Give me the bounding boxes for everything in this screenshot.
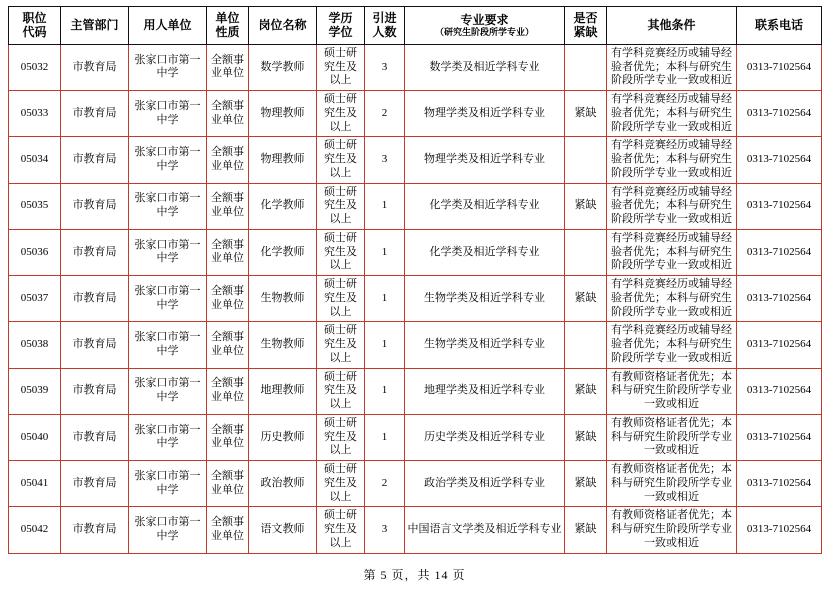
cell-urgent bbox=[565, 137, 607, 183]
table-row bbox=[9, 322, 822, 368]
col-header-num bbox=[365, 7, 405, 45]
cell-dept: 市教育局 bbox=[61, 229, 129, 275]
cell-other: 有学科竞赛经历或辅导经验者优先；本科与研究生阶段所学专业一致或相近 bbox=[607, 276, 737, 322]
cell-major: 生物学类及相近学科专业 bbox=[405, 276, 565, 322]
cell-unit: 张家口市第一中学 bbox=[129, 322, 207, 368]
cell-edu: 硕士研究生及以上 bbox=[317, 276, 365, 322]
cell-code: 05032 bbox=[9, 44, 61, 90]
cell-dept: 市教育局 bbox=[61, 276, 129, 322]
cell-num: 1 bbox=[365, 276, 405, 322]
cell-urgent bbox=[565, 322, 607, 368]
table-row bbox=[9, 276, 822, 322]
cell-num: 1 bbox=[365, 229, 405, 275]
cell-post: 化学教师 bbox=[249, 183, 317, 229]
table-row bbox=[9, 461, 822, 507]
cell-code: 05033 bbox=[9, 91, 61, 137]
cell-nature: 全额事业单位 bbox=[207, 507, 249, 553]
col-header-unit-l1: 用人单位 bbox=[143, 18, 192, 33]
cell-other: 有教师资格证者优先；本科与研究生阶段所学专业一致或相近 bbox=[607, 414, 737, 460]
cell-unit: 张家口市第一中学 bbox=[129, 461, 207, 507]
cell-nature: 全额事业单位 bbox=[207, 276, 249, 322]
cell-other: 有学科竞赛经历或辅导经验者优先；本科与研究生阶段所学专业一致或相近 bbox=[607, 229, 737, 275]
cell-post: 生物教师 bbox=[249, 276, 317, 322]
col-header-post-l1: 岗位名称 bbox=[258, 18, 307, 33]
cell-nature: 全额事业单位 bbox=[207, 368, 249, 414]
cell-num: 1 bbox=[365, 183, 405, 229]
cell-other: 有教师资格证者优先；本科与研究生阶段所学专业一致或相近 bbox=[607, 461, 737, 507]
cell-code: 05036 bbox=[9, 229, 61, 275]
cell-urgent: 紧缺 bbox=[565, 368, 607, 414]
table-row bbox=[9, 507, 822, 553]
cell-phone: 0313-7102564 bbox=[737, 368, 822, 414]
cell-other: 有学科竞赛经历或辅导经验者优先；本科与研究生阶段所学专业一致或相近 bbox=[607, 322, 737, 368]
cell-post: 数学教师 bbox=[249, 44, 317, 90]
cell-code: 05035 bbox=[9, 183, 61, 229]
cell-unit: 张家口市第一中学 bbox=[129, 91, 207, 137]
cell-major: 物理学类及相近学科专业 bbox=[405, 91, 565, 137]
cell-dept: 市教育局 bbox=[61, 368, 129, 414]
col-header-num-l2: 人数 bbox=[372, 25, 397, 40]
col-header-code-l1: 职位 bbox=[22, 11, 47, 25]
cell-num: 2 bbox=[365, 461, 405, 507]
cell-major: 化学类及相近学科专业 bbox=[405, 183, 565, 229]
cell-other: 有教师资格证者优先；本科与研究生阶段所学专业一致或相近 bbox=[607, 507, 737, 553]
col-header-edu-l1: 学历 bbox=[328, 11, 353, 25]
cell-nature: 全额事业单位 bbox=[207, 137, 249, 183]
cell-unit: 张家口市第一中学 bbox=[129, 229, 207, 275]
col-header-num-l1: 引进 bbox=[372, 11, 397, 25]
cell-edu: 硕士研究生及以上 bbox=[317, 322, 365, 368]
cell-edu: 硕士研究生及以上 bbox=[317, 507, 365, 553]
cell-urgent: 紧缺 bbox=[565, 414, 607, 460]
cell-phone: 0313-7102564 bbox=[737, 461, 822, 507]
cell-phone: 0313-7102564 bbox=[737, 137, 822, 183]
table-body bbox=[9, 44, 822, 553]
table-header bbox=[9, 7, 822, 45]
cell-post: 生物教师 bbox=[249, 322, 317, 368]
cell-code: 05042 bbox=[9, 507, 61, 553]
cell-post: 化学教师 bbox=[249, 229, 317, 275]
cell-urgent: 紧缺 bbox=[565, 507, 607, 553]
table-row bbox=[9, 44, 822, 90]
col-header-code-l2: 代码 bbox=[22, 25, 47, 40]
cell-major: 化学类及相近学科专业 bbox=[405, 229, 565, 275]
col-header-other bbox=[607, 7, 737, 45]
col-header-urgent-l1: 是否 bbox=[573, 11, 598, 25]
col-header-edu-l2: 学位 bbox=[328, 25, 353, 40]
cell-code: 05040 bbox=[9, 414, 61, 460]
cell-edu: 硕士研究生及以上 bbox=[317, 91, 365, 137]
table-header-row bbox=[9, 7, 822, 45]
cell-dept: 市教育局 bbox=[61, 91, 129, 137]
table-row bbox=[9, 368, 822, 414]
cell-urgent: 紧缺 bbox=[565, 91, 607, 137]
cell-other: 有学科竞赛经历或辅导经验者优先；本科与研究生阶段所学专业一致或相近 bbox=[607, 91, 737, 137]
col-header-major-l1: 专业要求 bbox=[460, 13, 509, 28]
cell-other: 有学科竞赛经历或辅导经验者优先；本科与研究生阶段所学专业一致或相近 bbox=[607, 44, 737, 90]
cell-post: 物理教师 bbox=[249, 91, 317, 137]
cell-unit: 张家口市第一中学 bbox=[129, 414, 207, 460]
cell-edu: 硕士研究生及以上 bbox=[317, 461, 365, 507]
col-header-code bbox=[9, 7, 61, 45]
cell-phone: 0313-7102564 bbox=[737, 91, 822, 137]
cell-unit: 张家口市第一中学 bbox=[129, 44, 207, 90]
cell-nature: 全额事业单位 bbox=[207, 91, 249, 137]
cell-num: 1 bbox=[365, 414, 405, 460]
cell-post: 政治教师 bbox=[249, 461, 317, 507]
col-header-dept-l1: 主管部门 bbox=[70, 18, 119, 33]
cell-code: 05034 bbox=[9, 137, 61, 183]
cell-phone: 0313-7102564 bbox=[737, 229, 822, 275]
col-header-post bbox=[249, 7, 317, 45]
cell-urgent: 紧缺 bbox=[565, 183, 607, 229]
cell-code: 05039 bbox=[9, 368, 61, 414]
cell-code: 05037 bbox=[9, 276, 61, 322]
cell-other: 有学科竞赛经历或辅导经验者优先；本科与研究生阶段所学专业一致或相近 bbox=[607, 137, 737, 183]
cell-phone: 0313-7102564 bbox=[737, 414, 822, 460]
cell-major: 地理学类及相近学科专业 bbox=[405, 368, 565, 414]
cell-major: 物理学类及相近学科专业 bbox=[405, 137, 565, 183]
cell-unit: 张家口市第一中学 bbox=[129, 183, 207, 229]
cell-dept: 市教育局 bbox=[61, 322, 129, 368]
col-header-nature-l2: 性质 bbox=[215, 25, 240, 40]
cell-post: 物理教师 bbox=[249, 137, 317, 183]
table-row bbox=[9, 91, 822, 137]
col-header-other-l1: 其他条件 bbox=[647, 18, 696, 33]
cell-dept: 市教育局 bbox=[61, 414, 129, 460]
col-header-phone bbox=[737, 7, 822, 45]
cell-phone: 0313-7102564 bbox=[737, 44, 822, 90]
col-header-urgent bbox=[565, 7, 607, 45]
col-header-phone-l1: 联系电话 bbox=[754, 18, 803, 33]
cell-phone: 0313-7102564 bbox=[737, 183, 822, 229]
col-header-edu bbox=[317, 7, 365, 45]
cell-dept: 市教育局 bbox=[61, 507, 129, 553]
col-header-urgent-l2: 紧缺 bbox=[573, 25, 598, 40]
col-header-dept bbox=[61, 7, 129, 45]
cell-major: 政治学类及相近学科专业 bbox=[405, 461, 565, 507]
cell-edu: 硕士研究生及以上 bbox=[317, 137, 365, 183]
cell-dept: 市教育局 bbox=[61, 461, 129, 507]
cell-urgent bbox=[565, 44, 607, 90]
cell-edu: 硕士研究生及以上 bbox=[317, 44, 365, 90]
cell-major: 历史学类及相近学科专业 bbox=[405, 414, 565, 460]
cell-edu: 硕士研究生及以上 bbox=[317, 183, 365, 229]
cell-nature: 全额事业单位 bbox=[207, 44, 249, 90]
cell-num: 3 bbox=[365, 44, 405, 90]
cell-phone: 0313-7102564 bbox=[737, 507, 822, 553]
cell-post: 地理教师 bbox=[249, 368, 317, 414]
col-header-major-sub: （研究生阶段所学专业） bbox=[434, 27, 534, 38]
cell-phone: 0313-7102564 bbox=[737, 322, 822, 368]
cell-major: 中国语言文学类及相近学科专业 bbox=[405, 507, 565, 553]
page-footer: 第 5 页，共 14 页 bbox=[363, 567, 466, 582]
cell-nature: 全额事业单位 bbox=[207, 229, 249, 275]
col-header-unit bbox=[129, 7, 207, 45]
cell-unit: 张家口市第一中学 bbox=[129, 137, 207, 183]
cell-num: 3 bbox=[365, 137, 405, 183]
cell-post: 语文教师 bbox=[249, 507, 317, 553]
cell-urgent bbox=[565, 229, 607, 275]
cell-post: 历史教师 bbox=[249, 414, 317, 460]
cell-other: 有教师资格证者优先；本科与研究生阶段所学专业一致或相近 bbox=[607, 368, 737, 414]
cell-major: 数学类及相近学科专业 bbox=[405, 44, 565, 90]
table-row bbox=[9, 414, 822, 460]
cell-edu: 硕士研究生及以上 bbox=[317, 229, 365, 275]
cell-num: 1 bbox=[365, 322, 405, 368]
recruitment-table bbox=[8, 6, 822, 554]
cell-urgent: 紧缺 bbox=[565, 276, 607, 322]
cell-phone: 0313-7102564 bbox=[737, 276, 822, 322]
cell-code: 05038 bbox=[9, 322, 61, 368]
cell-nature: 全额事业单位 bbox=[207, 183, 249, 229]
cell-other: 有学科竞赛经历或辅导经验者优先；本科与研究生阶段所学专业一致或相近 bbox=[607, 183, 737, 229]
cell-nature: 全额事业单位 bbox=[207, 322, 249, 368]
col-header-nature bbox=[207, 7, 249, 45]
cell-code: 05041 bbox=[9, 461, 61, 507]
cell-dept: 市教育局 bbox=[61, 44, 129, 90]
cell-unit: 张家口市第一中学 bbox=[129, 276, 207, 322]
cell-urgent: 紧缺 bbox=[565, 461, 607, 507]
cell-unit: 张家口市第一中学 bbox=[129, 507, 207, 553]
cell-nature: 全额事业单位 bbox=[207, 461, 249, 507]
col-header-major bbox=[405, 7, 565, 45]
cell-nature: 全额事业单位 bbox=[207, 414, 249, 460]
col-header-nature-l1: 单位 bbox=[215, 11, 240, 25]
table-row bbox=[9, 137, 822, 183]
cell-dept: 市教育局 bbox=[61, 183, 129, 229]
cell-major: 生物学类及相近学科专业 bbox=[405, 322, 565, 368]
cell-unit: 张家口市第一中学 bbox=[129, 368, 207, 414]
cell-edu: 硕士研究生及以上 bbox=[317, 414, 365, 460]
cell-num: 2 bbox=[365, 91, 405, 137]
cell-num: 1 bbox=[365, 368, 405, 414]
cell-num: 3 bbox=[365, 507, 405, 553]
table-row bbox=[9, 183, 822, 229]
cell-edu: 硕士研究生及以上 bbox=[317, 368, 365, 414]
table-row bbox=[9, 229, 822, 275]
cell-dept: 市教育局 bbox=[61, 137, 129, 183]
